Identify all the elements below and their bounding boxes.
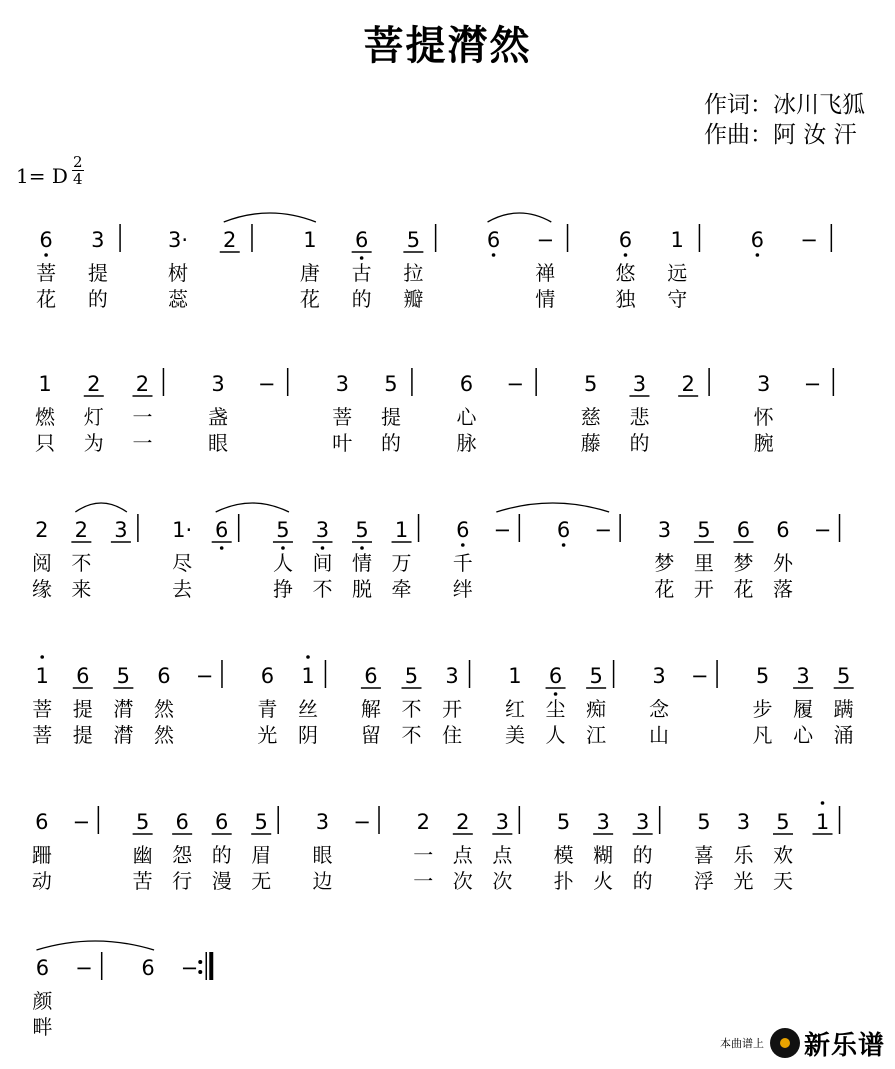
low-octave-dot <box>554 692 558 696</box>
note: 3 <box>596 810 610 834</box>
lyric-char: 的 <box>632 869 653 893</box>
note: − <box>506 372 525 396</box>
note: 2 <box>223 228 237 252</box>
lyric-char: 古 <box>351 261 372 285</box>
note: 6 <box>215 518 229 542</box>
lyric-char: 的 <box>351 287 372 311</box>
note: 6 <box>354 228 369 252</box>
low-octave-dot <box>321 546 325 550</box>
note: − <box>353 810 371 834</box>
note: 2 <box>87 372 101 396</box>
lyric-char: 脉 <box>456 431 477 455</box>
note: 1 <box>301 664 315 688</box>
note: − <box>72 810 91 834</box>
lyric-char: 心 <box>456 405 477 429</box>
high-octave-dot <box>821 801 825 805</box>
note: 6 <box>556 518 571 542</box>
note: 5 <box>836 664 851 688</box>
low-octave-dot <box>492 253 496 257</box>
lyric-char: 人 <box>272 551 293 575</box>
note: 6 <box>175 810 189 834</box>
lyric-char: 提 <box>87 261 108 285</box>
lyric-char: 扑 <box>553 869 574 893</box>
lyric-char: 缘 <box>31 577 52 601</box>
footer-text: 本曲谱上 <box>719 1037 764 1050</box>
note: 3 <box>652 664 666 688</box>
lyric-char: 幽 <box>132 843 153 867</box>
note: 5 <box>276 518 290 542</box>
lyric-char: 菩 <box>36 261 57 285</box>
low-octave-dot <box>44 253 48 257</box>
lyric-char: 花 <box>733 577 754 601</box>
slur <box>496 503 609 512</box>
lyric-char: 牵 <box>391 577 412 601</box>
note: 5 <box>135 810 150 834</box>
lyric-char: 美 <box>504 723 525 747</box>
lyric-char: 一 <box>413 843 434 867</box>
lyric-char: 山 <box>649 723 670 747</box>
note: 5 <box>755 664 770 688</box>
meter-top: 2 <box>73 153 83 171</box>
lyric-char: 动 <box>31 869 52 893</box>
note: 6 <box>750 228 765 252</box>
lyric-char: 的 <box>629 431 650 455</box>
lyric-char: 提 <box>72 697 93 721</box>
note: 3 <box>211 372 225 396</box>
slur <box>488 213 552 222</box>
lyric-char: 梦 <box>654 551 675 575</box>
lyric-char: 瓣 <box>403 287 424 311</box>
lyric-char: 的 <box>380 431 401 455</box>
lyric-char: 畔 <box>32 1015 53 1039</box>
note: 2 <box>74 518 89 542</box>
lyric-char: 喜 <box>693 843 714 867</box>
note: 3 <box>796 664 810 688</box>
footer <box>720 1025 885 1061</box>
note: − <box>75 956 93 980</box>
lyric-char: 间 <box>312 551 333 575</box>
note: 2 <box>135 372 150 396</box>
note: 3 <box>756 372 771 396</box>
lyric-char: 模 <box>553 843 574 867</box>
lyric-char: 绊 <box>452 577 473 601</box>
note: 1 <box>815 810 830 834</box>
lyric-char: 乐 <box>733 843 754 867</box>
note: 1 <box>670 228 684 252</box>
lyric-char: 眉 <box>251 843 272 867</box>
note: 6 <box>736 518 751 542</box>
note: 2 <box>416 810 430 834</box>
lyric-char: 里 <box>693 551 714 575</box>
lyric-char: 蕊 <box>168 287 189 311</box>
lyric-char: 叶 <box>332 431 353 455</box>
meter-bottom: 4 <box>73 170 83 188</box>
lyric-char: 心 <box>793 723 814 747</box>
lyric-char: 菩 <box>32 697 53 721</box>
composer: 作曲：阿 汝 汗 <box>704 122 857 148</box>
lyric-char: 万 <box>391 551 412 575</box>
lyric-char: 履 <box>793 697 814 721</box>
note: 6 <box>260 664 275 688</box>
lyric-char: 光 <box>257 723 278 747</box>
lyric-char: 糊 <box>593 843 614 867</box>
lyric-char: 树 <box>168 261 189 285</box>
lyric-char: 尘 <box>545 697 566 721</box>
lyric-char: 花 <box>654 577 675 601</box>
note: 3 <box>114 518 128 542</box>
note: − <box>180 956 199 980</box>
lyric-char: 的 <box>87 287 108 311</box>
repeat-dot <box>198 970 202 974</box>
lyric-char: 挣 <box>272 577 293 601</box>
lyric-char: 念 <box>649 697 670 721</box>
lyric-char: 菩 <box>332 405 353 429</box>
lyric-char: 只 <box>35 431 56 455</box>
note: 6 <box>39 228 53 252</box>
lyric-char: 江 <box>586 723 607 747</box>
lyric-char: 人 <box>545 723 566 747</box>
lyric-char: 眼 <box>312 843 333 867</box>
note: 5 <box>584 372 598 396</box>
note: − <box>493 518 512 542</box>
lyric-char: 眼 <box>208 431 229 455</box>
lyric-char: 花 <box>299 287 320 311</box>
note: 2 <box>681 372 695 396</box>
lyric-char: 行 <box>172 869 193 893</box>
note: 3 <box>635 810 650 834</box>
lyric-char: 开 <box>442 697 463 721</box>
note: 1· <box>172 518 193 542</box>
lyric-char: 开 <box>693 577 714 601</box>
note: − <box>195 664 214 688</box>
low-octave-dot <box>624 253 628 257</box>
note: 5 <box>355 518 369 542</box>
lyric-char: 留 <box>360 723 381 747</box>
repeat-dot <box>198 960 202 964</box>
low-octave-dot <box>461 543 465 547</box>
lyric-char: 不 <box>401 697 422 721</box>
lyric-char: 独 <box>615 287 636 311</box>
note: − <box>800 228 818 252</box>
lyric-char: 唐 <box>299 261 320 285</box>
note: 6 <box>141 956 155 980</box>
lyric-char: 潸 <box>113 723 134 747</box>
lyric-char: 一 <box>132 405 153 429</box>
note: 3 <box>495 810 510 834</box>
note: 3 <box>632 372 647 396</box>
note: 5 <box>776 810 790 834</box>
note: 6 <box>215 810 229 834</box>
lyric-char: 青 <box>257 697 278 721</box>
lyric-char: 腕 <box>753 431 774 455</box>
lyric-char: 提 <box>72 723 93 747</box>
lyric-char: 花 <box>36 287 57 311</box>
slur <box>36 941 154 950</box>
note: 3 <box>315 518 330 542</box>
note: − <box>803 372 822 396</box>
note: 6 <box>618 228 633 252</box>
note: 2 <box>456 810 470 834</box>
lyric-char: 跚 <box>31 843 52 867</box>
lyric-char: 怀 <box>753 405 774 429</box>
note: 6 <box>459 372 474 396</box>
note: 5 <box>254 810 268 834</box>
lyric-char: 蹒 <box>833 697 854 721</box>
low-octave-dot <box>562 543 566 547</box>
note: − <box>813 518 832 542</box>
note: 6 <box>35 956 50 980</box>
lyric-char: 梦 <box>733 551 754 575</box>
lyric-char: 步 <box>752 697 773 721</box>
lyric-char: 然 <box>153 697 174 721</box>
lyric-char: 悲 <box>629 405 650 429</box>
note: 6 <box>76 664 90 688</box>
lyric-char: 凡 <box>752 723 773 747</box>
note: 5 <box>697 810 711 834</box>
low-octave-dot <box>220 546 224 550</box>
note: 1 <box>303 228 317 252</box>
high-octave-dot <box>306 655 310 659</box>
note: 3 <box>91 228 105 252</box>
lyric-char: 欢 <box>772 843 793 867</box>
lyric-char: 边 <box>312 869 333 893</box>
note: 6 <box>776 518 790 542</box>
low-octave-dot <box>360 546 364 550</box>
note: 5 <box>404 664 419 688</box>
lyric-char: 外 <box>772 551 793 575</box>
lyric-char: 阅 <box>31 551 52 575</box>
lyric-char: 落 <box>772 577 793 601</box>
lyric-char: 不 <box>312 577 333 601</box>
lyric-char: 去 <box>172 577 193 601</box>
note: 6 <box>35 810 49 834</box>
lyric-char: 情 <box>352 551 373 575</box>
lyric-char: 不 <box>71 551 92 575</box>
lyric-char: 火 <box>593 869 614 893</box>
note: 6 <box>486 228 501 252</box>
high-octave-dot <box>40 655 44 659</box>
lyric-char: 红 <box>504 697 525 721</box>
lyric-char: 涌 <box>833 723 854 747</box>
lyric-char: 的 <box>632 843 653 867</box>
note: 1 <box>394 518 409 542</box>
lyric-char: 提 <box>380 405 401 429</box>
lyric-char: 菩 <box>32 723 53 747</box>
note: 5 <box>116 664 131 688</box>
note: 1 <box>38 372 52 396</box>
note: 1 <box>508 664 522 688</box>
note: 5 <box>384 372 398 396</box>
note: 3 <box>335 372 349 396</box>
lyric-char: 禅 <box>535 261 556 285</box>
lyric-char: 来 <box>71 577 92 601</box>
lyric-char: 守 <box>667 287 688 311</box>
lyric-char: 解 <box>360 697 381 721</box>
note: 3 <box>445 664 459 688</box>
lyric-char: 千 <box>452 551 473 575</box>
lyric-char: 无 <box>251 869 272 893</box>
brand-name: 新乐谱 <box>803 1030 885 1061</box>
note: 3 <box>736 810 751 834</box>
lyric-char: 一 <box>132 431 153 455</box>
lyric-char: 潸 <box>113 697 134 721</box>
lyric-char: 为 <box>83 431 104 455</box>
note: − <box>536 228 555 252</box>
note: 6 <box>456 518 470 542</box>
note: 2 <box>35 518 49 542</box>
lyric-char: 点 <box>452 843 473 867</box>
note: 3· <box>167 228 189 252</box>
note: 5 <box>697 518 711 542</box>
note: − <box>257 372 276 396</box>
lyric-char: 怨 <box>172 843 193 867</box>
note: 3 <box>315 810 330 834</box>
slur <box>75 503 127 512</box>
lyric-char: 天 <box>772 869 793 893</box>
lyric-char: 痴 <box>586 697 607 721</box>
note: 5 <box>556 810 571 834</box>
low-octave-dot <box>756 253 760 257</box>
lyric-char: 颜 <box>32 989 53 1013</box>
lyric-char: 藤 <box>580 431 601 455</box>
note: 6 <box>157 664 171 688</box>
lyric-char: 远 <box>667 261 688 285</box>
lyric-char: 次 <box>492 869 513 893</box>
lyric-char: 光 <box>733 869 754 893</box>
lyric-char: 灯 <box>83 405 104 429</box>
note: 5 <box>589 664 603 688</box>
lyric-char: 拉 <box>403 261 424 285</box>
low-octave-dot <box>360 256 364 260</box>
lyric-char: 点 <box>492 843 513 867</box>
lyric-char: 尽 <box>172 551 193 575</box>
slur <box>224 213 316 222</box>
lyric-char: 浮 <box>693 869 714 893</box>
note: 5 <box>406 228 421 252</box>
lyric-char: 悠 <box>615 261 636 285</box>
low-octave-dot <box>281 546 285 550</box>
lyric-char: 情 <box>535 287 556 311</box>
page-title: 菩提潸然 <box>363 22 532 69</box>
slur <box>216 503 289 512</box>
lyricist: 作词：冰川飞狐 <box>704 92 865 118</box>
lyric-char: 燃 <box>35 405 56 429</box>
note: − <box>690 664 709 688</box>
lyric-char: 然 <box>153 723 174 747</box>
note: 1 <box>35 664 49 688</box>
note: − <box>594 518 612 542</box>
lyric-char: 盏 <box>208 405 229 429</box>
note: 6 <box>548 664 563 688</box>
lyric-char: 一 <box>413 869 434 893</box>
lyric-char: 脱 <box>352 577 373 601</box>
note: 6 <box>364 664 378 688</box>
lyric-char: 苦 <box>132 869 153 893</box>
record-logo-icon <box>770 1028 800 1058</box>
lyric-char: 阴 <box>298 723 319 747</box>
note: 3 <box>657 518 672 542</box>
lyric-char: 慈 <box>580 405 601 429</box>
lyric-char: 次 <box>452 869 473 893</box>
lyric-char: 不 <box>401 723 422 747</box>
key-signature: 1= D <box>16 164 68 188</box>
lyric-char: 的 <box>211 843 232 867</box>
lyric-char: 住 <box>442 723 463 747</box>
lyric-char: 丝 <box>298 697 319 721</box>
lyric-char: 漫 <box>211 869 232 893</box>
